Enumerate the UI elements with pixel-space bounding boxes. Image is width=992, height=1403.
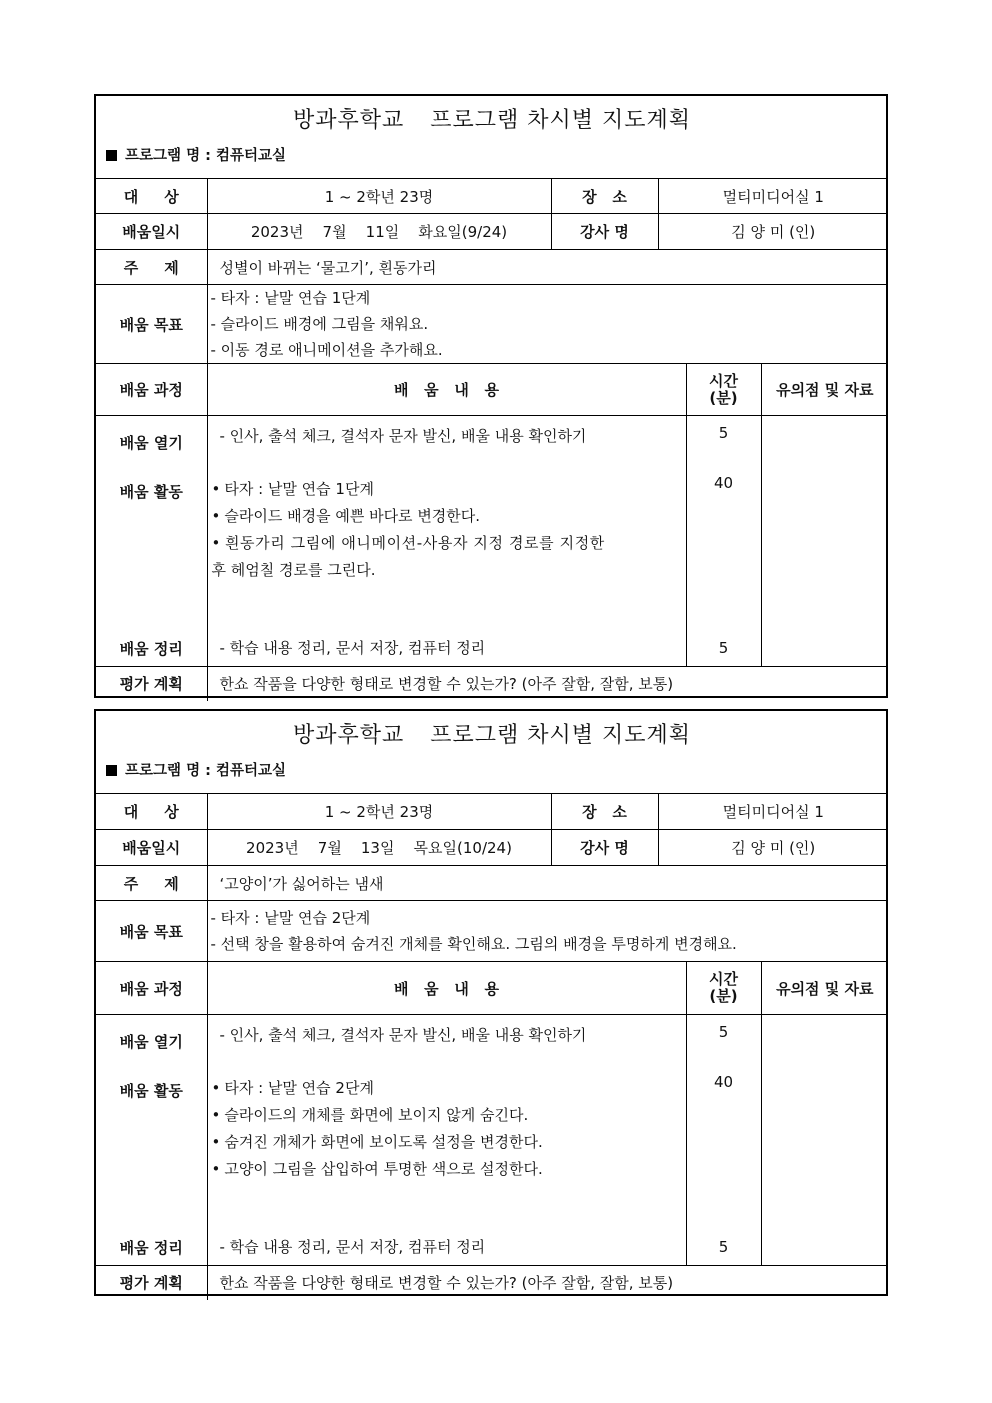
plan-title-a: 방과후학교 bbox=[293, 722, 405, 748]
goals-list bbox=[207, 285, 888, 364]
goal-item: - 타자 : 낱말 연습 2단계 bbox=[210, 909, 371, 927]
goal-item: - 선택 창을 활용하여 숨겨진 개체를 확인해요. 그림의 배경을 투명하게 변경해요. bbox=[210, 935, 737, 953]
process-header: 배움 과정 bbox=[96, 364, 207, 416]
date-value: 2023년 7월 11일 화요일(9/24) bbox=[207, 214, 551, 250]
program-name-text: 프로그램 명 : 컴퓨터교실 bbox=[125, 148, 287, 164]
closing-time: 5 bbox=[718, 1238, 729, 1256]
time-header: 시간 (분) bbox=[686, 962, 761, 1015]
process-column bbox=[96, 1015, 207, 1266]
place-value: 멀티미디어실 1 bbox=[658, 794, 888, 830]
date-label: 배움일시 bbox=[96, 830, 207, 866]
content-column bbox=[207, 1015, 686, 1266]
activity-time: 40 bbox=[713, 1073, 734, 1091]
goals-list bbox=[207, 901, 888, 962]
opening-text: - 인사, 출석 체크, 결석자 문자 발신, 배울 내용 확인하기 bbox=[219, 1026, 587, 1044]
date-label: 배움일시 bbox=[96, 214, 207, 250]
activity-item: • 숨겨진 개체가 화면에 보이도록 설정을 변경한다. bbox=[212, 1129, 681, 1156]
phase-closing: 배움 정리 bbox=[119, 640, 183, 658]
target-label: 대 상 bbox=[96, 179, 207, 214]
place-value: 멀티미디어실 1 bbox=[658, 179, 888, 214]
program-name bbox=[96, 755, 888, 794]
lesson-plan-1 bbox=[94, 94, 888, 698]
closing-text: - 학습 내용 정리, 문서 저장, 컴퓨터 정리 bbox=[219, 639, 486, 657]
date-value: 2023년 7월 13일 목요일(10/24) bbox=[207, 830, 551, 866]
teacher-label: 강사 명 bbox=[551, 214, 658, 250]
teacher-value: 김 양 미 (인) bbox=[658, 214, 888, 250]
plan-title-b: 프로그램 차시별 지도계획 bbox=[430, 107, 692, 133]
opening-time: 5 bbox=[718, 1023, 729, 1041]
target-label: 대 상 bbox=[96, 794, 207, 830]
square-bullet-icon bbox=[106, 765, 117, 776]
activity-item: • 흰동가리 그림에 애니메이션-사용자 지정 경로를 지정한 bbox=[212, 530, 681, 557]
process-column bbox=[96, 416, 207, 667]
target-value: 1 ~ 2학년 23명 bbox=[207, 179, 551, 214]
activity-item-continued: 후 헤엄칠 경로를 그린다. bbox=[211, 561, 376, 579]
program-name bbox=[96, 140, 888, 179]
goal-item: - 슬라이드 배경에 그림을 채워요. bbox=[210, 315, 429, 333]
notes-header: 유의점 및 자료 bbox=[761, 962, 888, 1015]
activity-item: • 슬라이드 배경을 예쁜 바다로 변경한다. bbox=[212, 503, 681, 530]
plan-title-b: 프로그램 차시별 지도계획 bbox=[430, 722, 692, 748]
topic-value: ‘고양이’가 싫어하는 냄새 bbox=[207, 866, 888, 901]
notes-column bbox=[761, 416, 888, 667]
time-header: 시간 (분) bbox=[686, 364, 761, 416]
activity-item: • 슬라이드의 개체를 화면에 보이지 않게 숨긴다. bbox=[212, 1102, 681, 1129]
teacher-value: 김 양 미 (인) bbox=[658, 830, 888, 866]
content-header: 배 움 내 용 bbox=[207, 962, 686, 1015]
square-bullet-icon bbox=[106, 150, 117, 161]
lesson-plan-table bbox=[96, 96, 888, 701]
teacher-label: 강사 명 bbox=[551, 830, 658, 866]
closing-text: - 학습 내용 정리, 문서 저장, 컴퓨터 정리 bbox=[219, 1238, 486, 1256]
goal-item: - 타자 : 낱말 연습 1단계 bbox=[210, 289, 371, 307]
eval-text: 한쇼 작품을 다양한 형태로 변경할 수 있는가? (아주 잘함, 잘함, 보통) bbox=[207, 1266, 888, 1300]
phase-activity: 배움 활동 bbox=[119, 483, 183, 501]
plan-title bbox=[96, 711, 888, 755]
notes-header: 유의점 및 자료 bbox=[761, 364, 888, 416]
place-label: 장 소 bbox=[551, 794, 658, 830]
time-column bbox=[686, 1015, 761, 1266]
topic-value: 성별이 바뀌는 ‘물고기’, 흰동가리 bbox=[207, 250, 888, 285]
topic-label: 주 제 bbox=[96, 250, 207, 285]
activity-item: • 고양이 그림을 삽입하여 투명한 색으로 설정한다. bbox=[212, 1156, 681, 1183]
goals-label: 배움 목표 bbox=[96, 901, 207, 962]
content-column bbox=[207, 416, 686, 667]
lesson-plan-table bbox=[96, 711, 888, 1300]
notes-column bbox=[761, 1015, 888, 1266]
activity-item: • 타자 : 낱말 연습 2단계 bbox=[212, 1075, 681, 1102]
lesson-plan-2 bbox=[94, 709, 888, 1296]
program-name-text: 프로그램 명 : 컴퓨터교실 bbox=[125, 763, 287, 779]
phase-closing: 배움 정리 bbox=[119, 1239, 183, 1257]
activity-time: 40 bbox=[713, 474, 734, 492]
phase-opening: 배움 열기 bbox=[119, 434, 183, 452]
place-label: 장 소 bbox=[551, 179, 658, 214]
opening-text: - 인사, 출석 체크, 결석자 문자 발신, 배울 내용 확인하기 bbox=[219, 427, 587, 445]
content-header: 배 움 내 용 bbox=[207, 364, 686, 416]
process-header: 배움 과정 bbox=[96, 962, 207, 1015]
activity-list bbox=[212, 476, 681, 584]
phase-activity: 배움 활동 bbox=[119, 1082, 183, 1100]
topic-label: 주 제 bbox=[96, 866, 207, 901]
phase-opening: 배움 열기 bbox=[119, 1033, 183, 1051]
eval-label: 평가 계획 bbox=[96, 1266, 207, 1300]
plan-title-a: 방과후학교 bbox=[293, 107, 405, 133]
activity-list bbox=[212, 1075, 681, 1183]
opening-time: 5 bbox=[718, 424, 729, 442]
closing-time: 5 bbox=[718, 639, 729, 657]
target-value: 1 ~ 2학년 23명 bbox=[207, 794, 551, 830]
eval-label: 평가 계획 bbox=[96, 667, 207, 701]
time-column bbox=[686, 416, 761, 667]
activity-item: • 타자 : 낱말 연습 1단계 bbox=[212, 476, 681, 503]
goal-item: - 이동 경로 애니메이션을 추가해요. bbox=[210, 341, 443, 359]
goals-label: 배움 목표 bbox=[96, 285, 207, 364]
plan-title bbox=[96, 96, 888, 140]
eval-text: 한쇼 작품을 다양한 형태로 변경할 수 있는가? (아주 잘함, 잘함, 보통) bbox=[207, 667, 888, 701]
